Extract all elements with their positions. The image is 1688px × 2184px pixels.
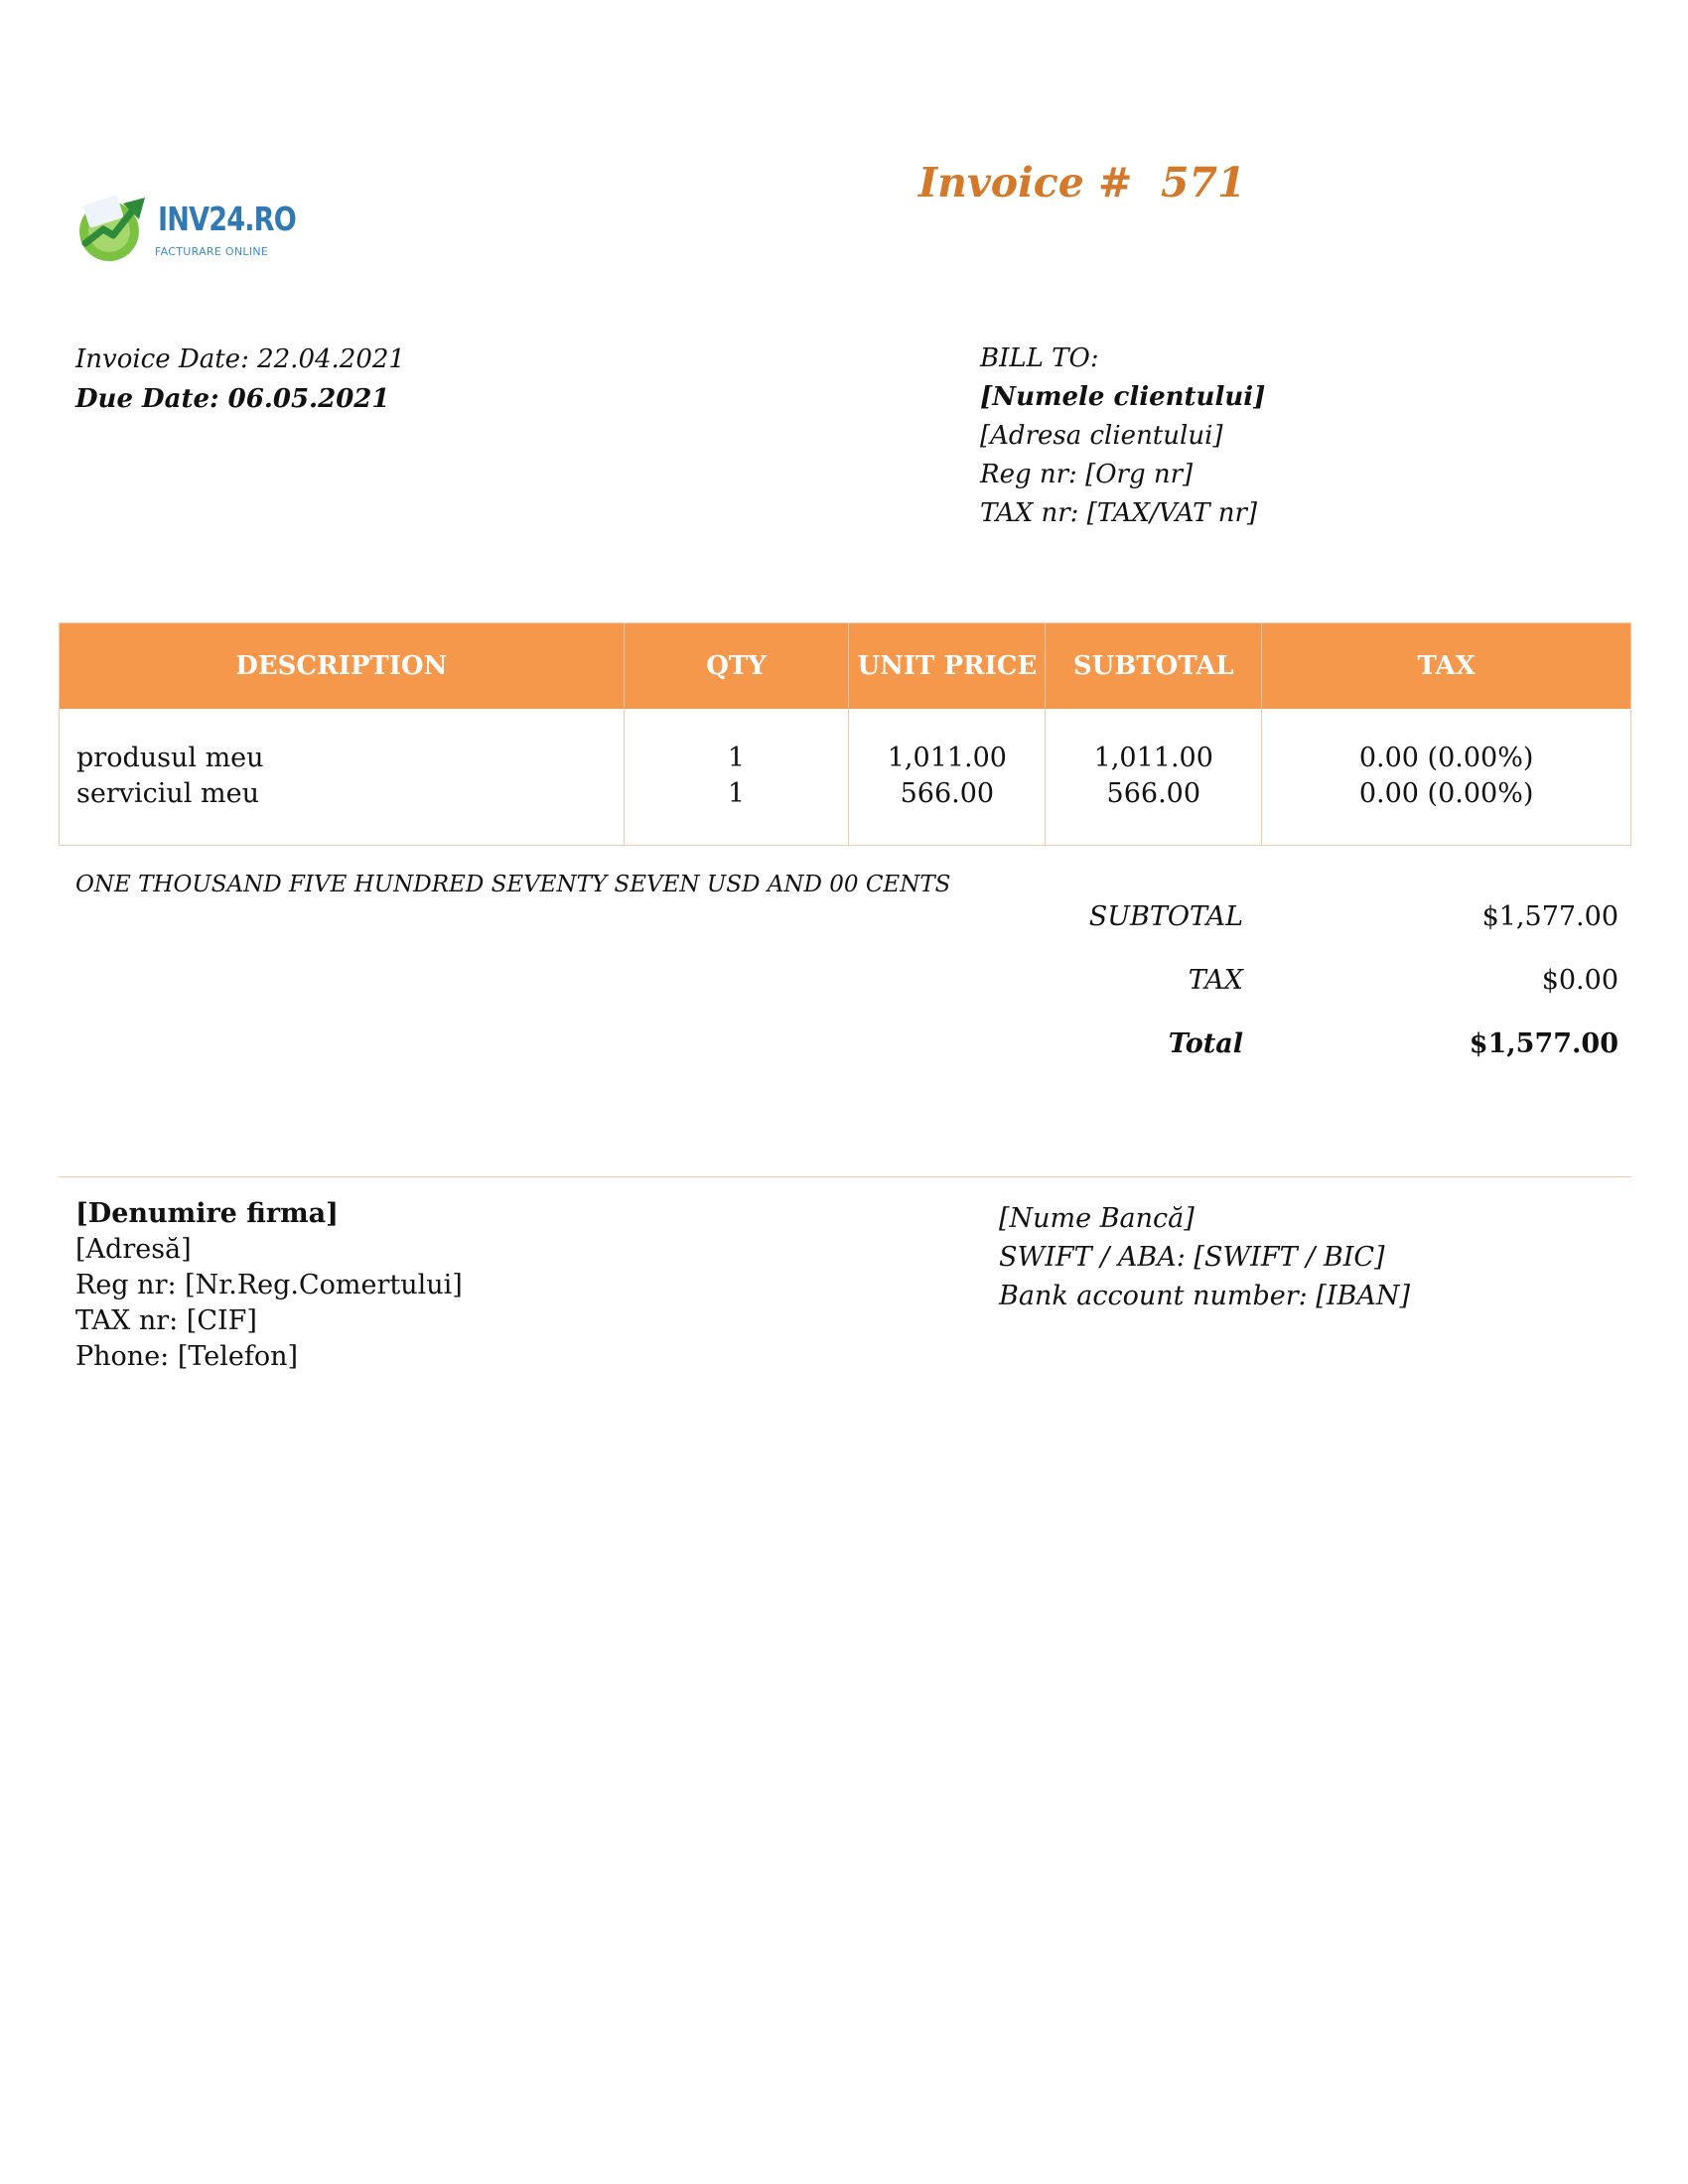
item-tax: 0.00 (0.00%): [1358, 777, 1534, 809]
bill-to-heading: BILL TO:: [980, 343, 1099, 373]
description-cell: [60, 709, 625, 846]
subtotal-label: SUBTOTAL: [1088, 901, 1243, 932]
item-qty: 1: [727, 742, 746, 773]
tax-row: [993, 965, 1618, 1028]
item-unit-price: 566.00: [900, 777, 995, 809]
company-name: [Denumire firma]: [75, 1198, 339, 1229]
item-description: serviciul meu: [76, 777, 259, 809]
item-qty: 1: [727, 777, 746, 809]
invoice-dates: [75, 340, 405, 419]
header-tax: TAX: [1262, 623, 1631, 709]
due-date: Due Date: 06.05.2021: [75, 384, 390, 414]
header-subtotal: SUBTOTAL: [1046, 623, 1262, 709]
company-reg: Reg nr: [Nr.Reg.Comertului]: [75, 1270, 463, 1300]
items-table: [59, 622, 1631, 846]
bill-to: [980, 340, 1265, 533]
item-description: produsul meu: [76, 742, 264, 773]
total-label: Total: [1168, 1028, 1243, 1059]
tax-value: $0.00: [1541, 965, 1618, 996]
header-unit-price: UNIT PRICE: [849, 623, 1046, 709]
tax-label: TAX: [1188, 965, 1243, 996]
footer-divider: [59, 1176, 1631, 1177]
subtotal-value: $1,577.00: [1481, 901, 1618, 932]
company-logo: [75, 192, 314, 263]
item-subtotal: 566.00: [1106, 777, 1201, 809]
company-tax: TAX nr: [CIF]: [75, 1305, 257, 1336]
subtotal-row: [993, 901, 1618, 965]
invoice-title: Invoice # 571: [918, 159, 1246, 206]
logo-subtitle: FACTURARE ONLINE: [155, 245, 269, 258]
client-address: [Adresa clientului]: [980, 421, 1223, 451]
company-address: [Adresă]: [75, 1234, 192, 1265]
total-value: $1,577.00: [1469, 1028, 1618, 1059]
logo-chart-icon: [75, 192, 151, 263]
totals-block: [993, 901, 1618, 1092]
company-info: [75, 1196, 463, 1375]
item-unit-price: 1,011.00: [887, 742, 1007, 773]
tax-cell: [1262, 709, 1631, 846]
logo-title: INV24.RO: [158, 200, 296, 238]
bank-info: [999, 1199, 1410, 1315]
table-row: [60, 709, 1631, 846]
bank-name: [Nume Bancă]: [999, 1203, 1195, 1234]
item-subtotal: 1,011.00: [1093, 742, 1213, 773]
table-header-row: [60, 623, 1631, 709]
header-description: DESCRIPTION: [60, 623, 625, 709]
company-phone: Phone: [Telefon]: [75, 1341, 299, 1372]
amount-in-words: ONE THOUSAND FIVE HUNDRED SEVENTY SEVEN USD AND 00 CENTS: [75, 872, 951, 897]
total-row: [993, 1028, 1618, 1092]
bank-swift: SWIFT / ABA: [SWIFT / BIC]: [999, 1242, 1385, 1273]
subtotal-cell: [1046, 709, 1262, 846]
item-tax: 0.00 (0.00%): [1358, 742, 1534, 773]
client-reg: Reg nr: [Org nr]: [980, 460, 1194, 489]
header-qty: QTY: [624, 623, 849, 709]
client-name: [Numele clientului]: [980, 382, 1266, 412]
qty-cell: [624, 709, 849, 846]
bank-account: Bank account number: [IBAN]: [999, 1281, 1411, 1311]
client-tax: TAX nr: [TAX/VAT nr]: [980, 498, 1258, 528]
invoice-date: Invoice Date: 22.04.2021: [75, 344, 405, 374]
unit-price-cell: [849, 709, 1046, 846]
